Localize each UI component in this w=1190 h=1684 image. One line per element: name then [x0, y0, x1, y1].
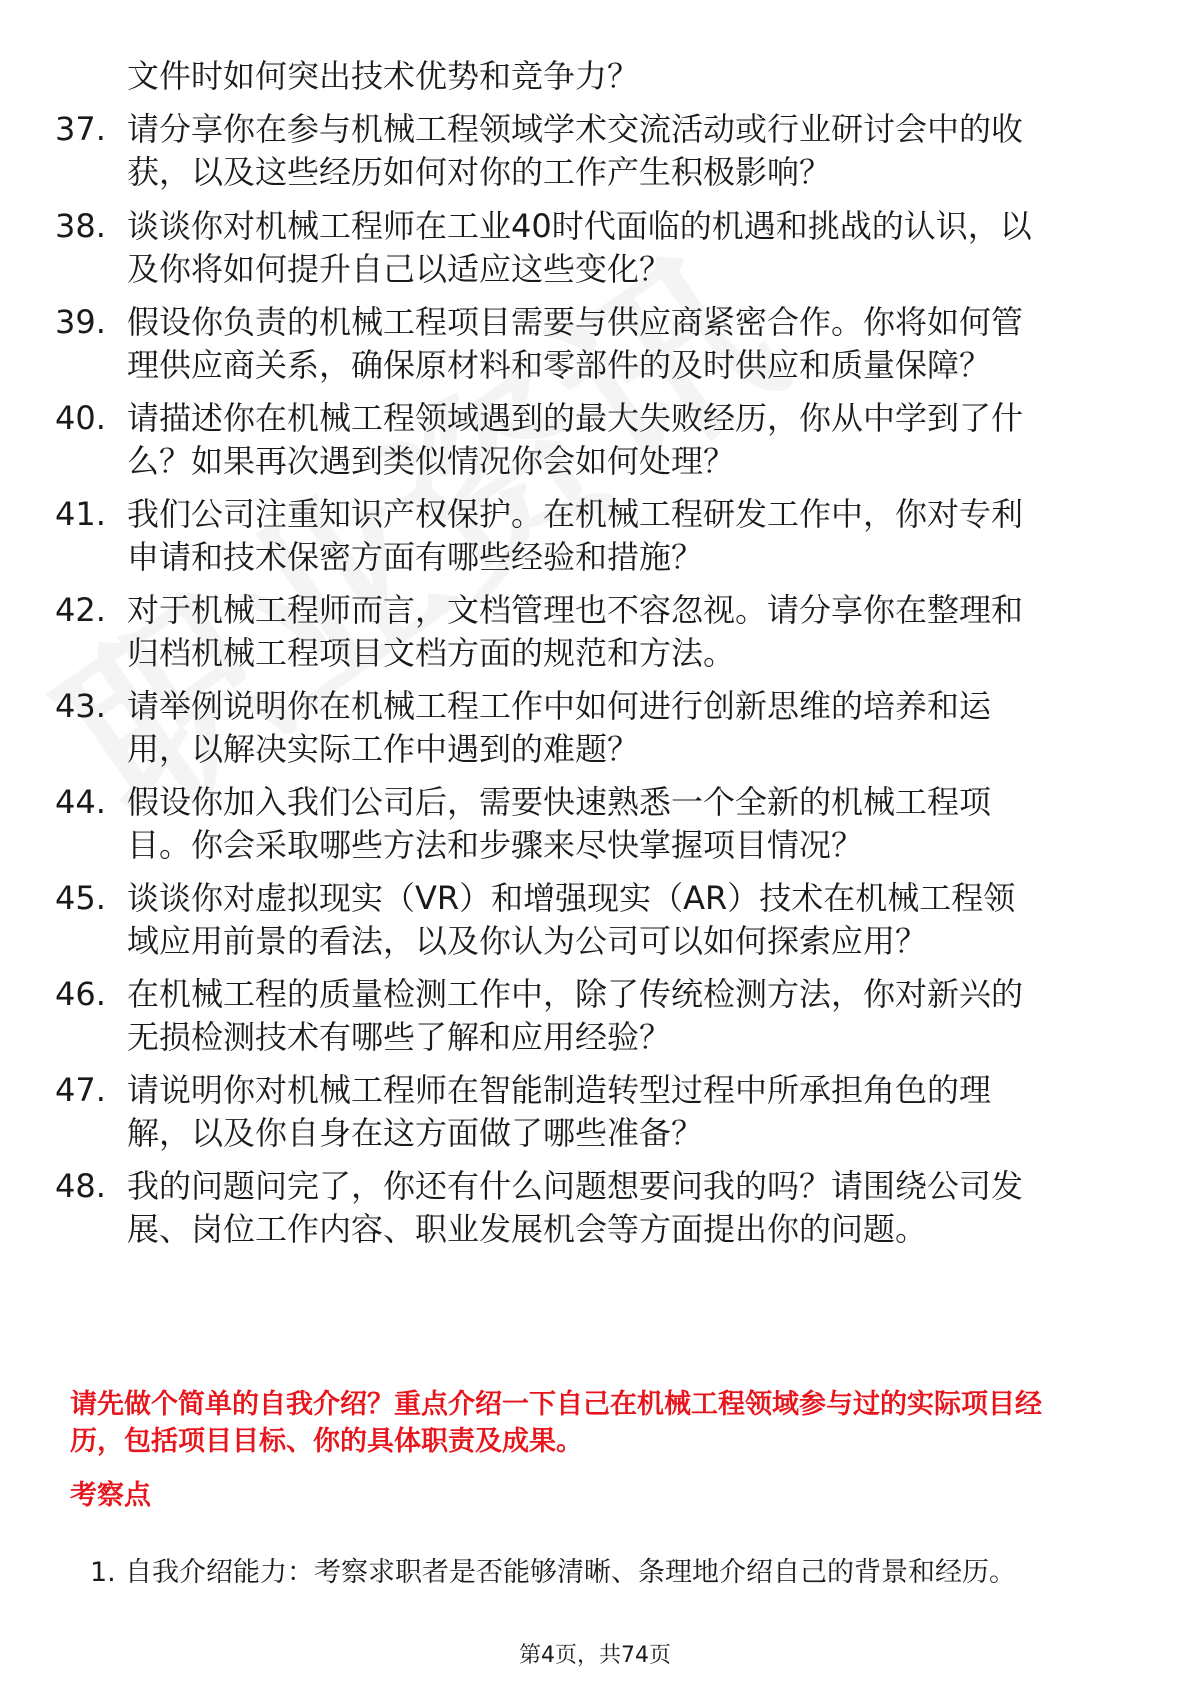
- continuation-line: 文件时如何突出技术优势和竞争力？: [127, 57, 640, 95]
- question-line: 请举例说明你在机械工程工作中如何进行创新思维的培养和运: [127, 687, 992, 725]
- question-number: 44.: [55, 783, 106, 821]
- question-text: [127, 1165, 1127, 1251]
- question-text: [127, 205, 1127, 291]
- question-line: 谈谈你对虚拟现实（VR）和增强现实（AR）技术在机械工程领: [127, 879, 1016, 917]
- question-number: 42.: [55, 591, 106, 629]
- question-line: 我的问题问完了，你还有什么问题想要问我的吗？请围绕公司发: [127, 1167, 1024, 1205]
- question-number: 48.: [55, 1167, 106, 1205]
- question-line: 及你将如何提升自己以适应这些变化？: [127, 250, 672, 288]
- question-line: 获，以及这些经历如何对你的工作产生积极影响？: [127, 153, 832, 191]
- question-number: 39.: [55, 303, 106, 341]
- page-footer: 第4页，共74页: [519, 1643, 671, 1668]
- question-text: [127, 397, 1127, 483]
- question-number: 41.: [55, 495, 106, 533]
- question-text: [127, 877, 1127, 963]
- question-number: 40.: [55, 399, 106, 437]
- question-line: 假设你加入我们公司后，需要快速熟悉一个全新的机械工程项: [127, 783, 992, 821]
- question-line: 用，以解决实际工作中遇到的难题？: [127, 730, 640, 768]
- section-heading: 考察点: [70, 1480, 151, 1511]
- question-text: [127, 108, 1127, 194]
- question-line: 请描述你在机械工程领域遇到的最大失败经历，你从中学到了什: [127, 399, 1024, 437]
- question-number: 47.: [55, 1071, 106, 1109]
- question-line: 目。你会采取哪些方法和步骤来尽快掌握项目情况？: [127, 826, 864, 864]
- question-text: [127, 301, 1127, 387]
- question-number: 46.: [55, 975, 106, 1013]
- question-line: 展、岗位工作内容、职业发展机会等方面提出你的问题。: [127, 1210, 928, 1248]
- question-text: [127, 589, 1127, 675]
- question-line: 解，以及你自身在这方面做了哪些准备？: [127, 1114, 704, 1152]
- question-number: 45.: [55, 879, 106, 917]
- question-line: 域应用前景的看法，以及你认为公司可以如何探索应用？: [127, 922, 928, 960]
- question-number: 38.: [55, 207, 106, 245]
- question-line: 对于机械工程师而言，文档管理也不容忽视。请分享你在整理和: [127, 591, 1024, 629]
- question-text: [127, 973, 1127, 1059]
- question-text: [127, 493, 1127, 579]
- point-number: 1.: [90, 1557, 116, 1588]
- question-line: 谈谈你对机械工程师在工业40时代面临的机遇和挑战的认识，以: [127, 207, 1032, 245]
- question-text: [127, 781, 1127, 867]
- highlight-question: [70, 1386, 1130, 1460]
- question-line: 无损检测技术有哪些了解和应用经验？: [127, 1018, 672, 1056]
- question-line: 归档机械工程项目文档方面的规范和方法。: [127, 634, 736, 672]
- question-line: 在机械工程的质量检测工作中，除了传统检测方法，你对新兴的: [127, 975, 1024, 1013]
- highlight-question-line: 历，包括项目目标、你的具体职责及成果。: [70, 1426, 583, 1457]
- question-line: 我们公司注重知识产权保护。在机械工程研发工作中，你对专利: [127, 495, 1024, 533]
- question-line: 么？如果再次遇到类似情况你会如何处理？: [127, 442, 736, 480]
- question-text: [127, 685, 1127, 771]
- question-line: 请说明你对机械工程师在智能制造转型过程中所承担角色的理: [127, 1071, 992, 1109]
- point-text: 自我介绍能力：考察求职者是否能够清晰、条理地介绍自己的背景和经历。: [125, 1557, 1016, 1588]
- question-line: 申请和技术保密方面有哪些经验和措施？: [127, 538, 704, 576]
- highlight-question-line: 请先做个简单的自我介绍？重点介绍一下自己在机械工程领域参与过的实际项目经: [70, 1389, 1042, 1420]
- question-line: 理供应商关系，确保原材料和零部件的及时供应和质量保障？: [127, 346, 992, 384]
- question-line: 假设你负责的机械工程项目需要与供应商紧密合作。你将如何管: [127, 303, 1024, 341]
- question-number: 43.: [55, 687, 106, 725]
- question-line: 请分享你在参与机械工程领域学术交流活动或行业研讨会中的收: [127, 110, 1024, 148]
- question-number: 37.: [55, 110, 106, 148]
- question-text: [127, 1069, 1127, 1155]
- assessment-point: [90, 1555, 1016, 1591]
